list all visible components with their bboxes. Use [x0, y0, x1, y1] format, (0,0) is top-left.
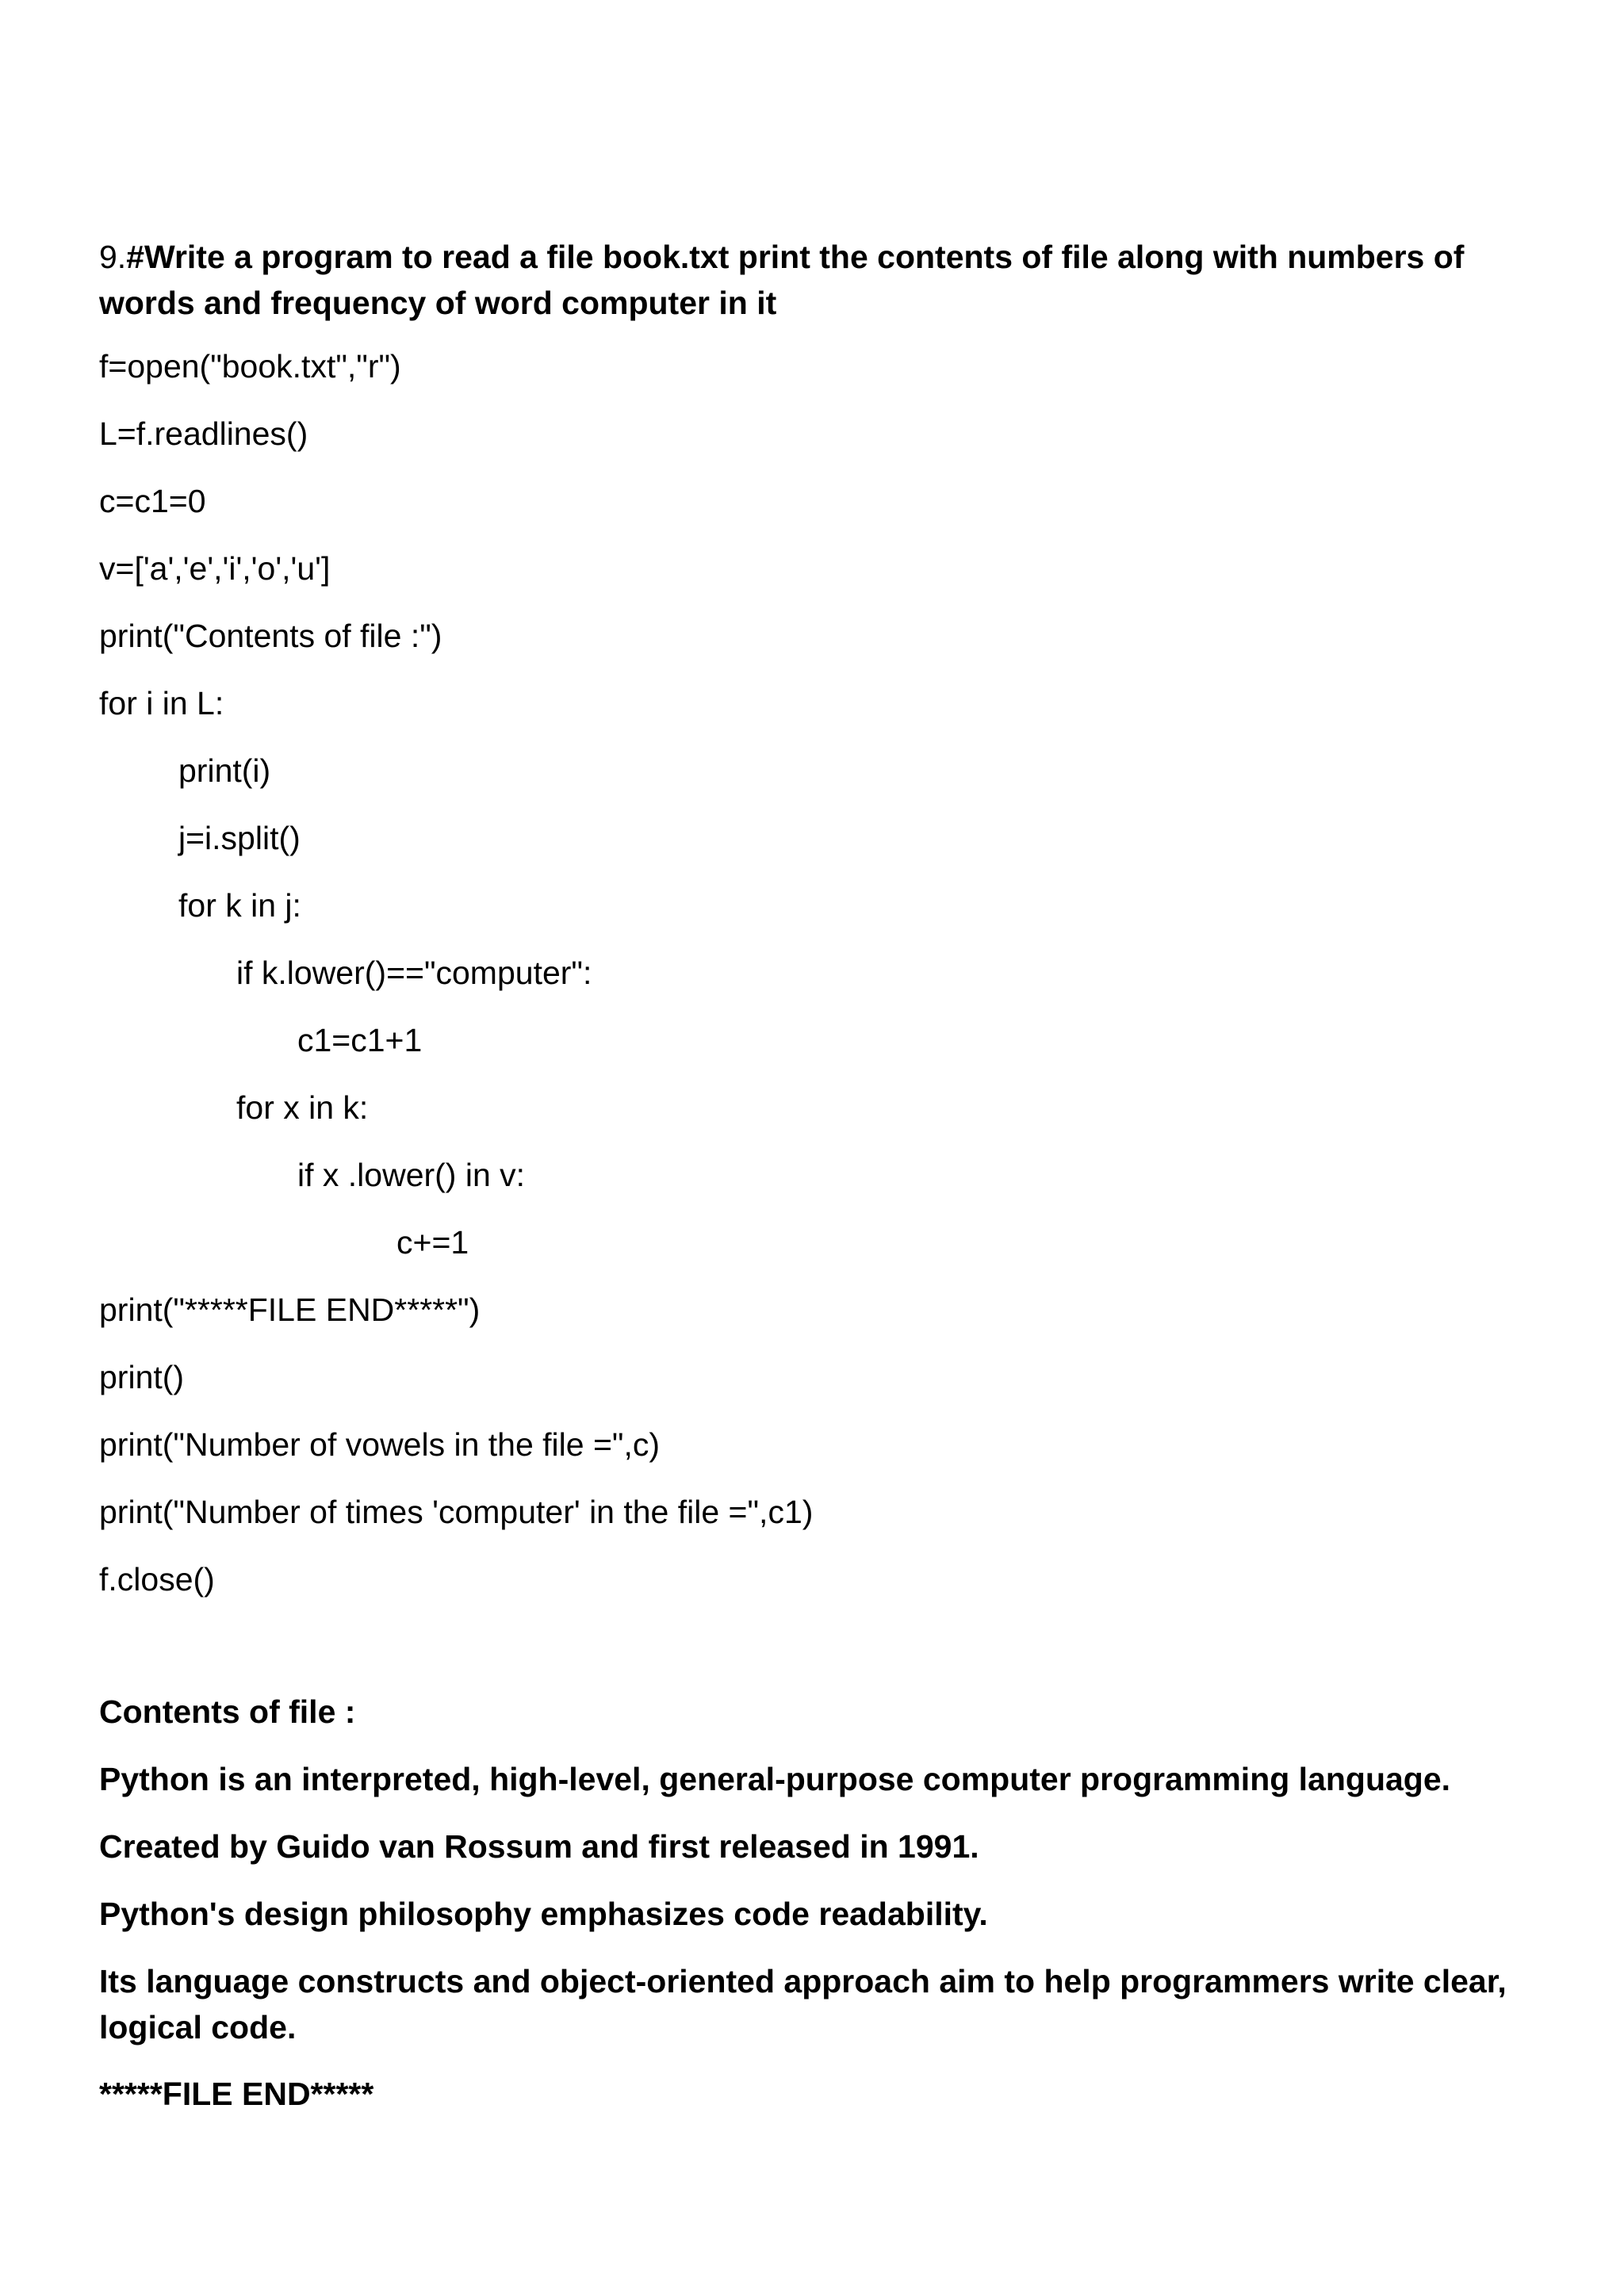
question-number: 9. — [99, 239, 127, 275]
code-line: print("*****FILE END*****") — [99, 1292, 481, 1328]
code-line: for k in j: — [178, 887, 301, 924]
code-line: L=f.readlines() — [99, 415, 308, 452]
question-heading — [99, 234, 1526, 326]
code-line: c+=1 — [396, 1224, 469, 1261]
code-line: print("Contents of file :") — [99, 618, 442, 654]
output-line: *****FILE END***** — [99, 2076, 374, 2112]
code-line: if k.lower()=="computer": — [236, 955, 592, 991]
code-line: f.close() — [99, 1561, 215, 1598]
code-line: for i in L: — [99, 685, 224, 721]
code-line: if x .lower() in v: — [297, 1157, 526, 1193]
code-line: f=open("book.txt","r") — [99, 348, 401, 385]
output-line: Python is an interpreted, high-level, general-purpose computer programming language. — [99, 1761, 1451, 1797]
code-line: print("Number of vowels in the file =",c) — [99, 1426, 661, 1463]
output-line: Contents of file : — [99, 1693, 356, 1730]
code-line: for x in k: — [236, 1089, 369, 1126]
code-line: print() — [99, 1359, 185, 1395]
question-text: #Write a program to read a file book.txt print the contents of file along with numbers of words and frequency of word computer in it — [99, 239, 1465, 321]
code-line: j=i.split() — [178, 820, 301, 856]
code-line: print(i) — [178, 752, 271, 789]
output-line: Python's design philosophy emphasizes code readability. — [99, 1896, 988, 1932]
code-line: v=['a','e','i','o','u'] — [99, 550, 331, 587]
code-line: c1=c1+1 — [297, 1022, 423, 1058]
output-line: Its language constructs and object-oriented approach aim to help programmers write clear, logical code. — [99, 1963, 1507, 2045]
code-line: print("Number of times 'computer' in the file =",c1) — [99, 1494, 814, 1530]
code-line: c=c1=0 — [99, 483, 206, 519]
output-line: Created by Guido van Rossum and first released in 1991. — [99, 1828, 979, 1865]
